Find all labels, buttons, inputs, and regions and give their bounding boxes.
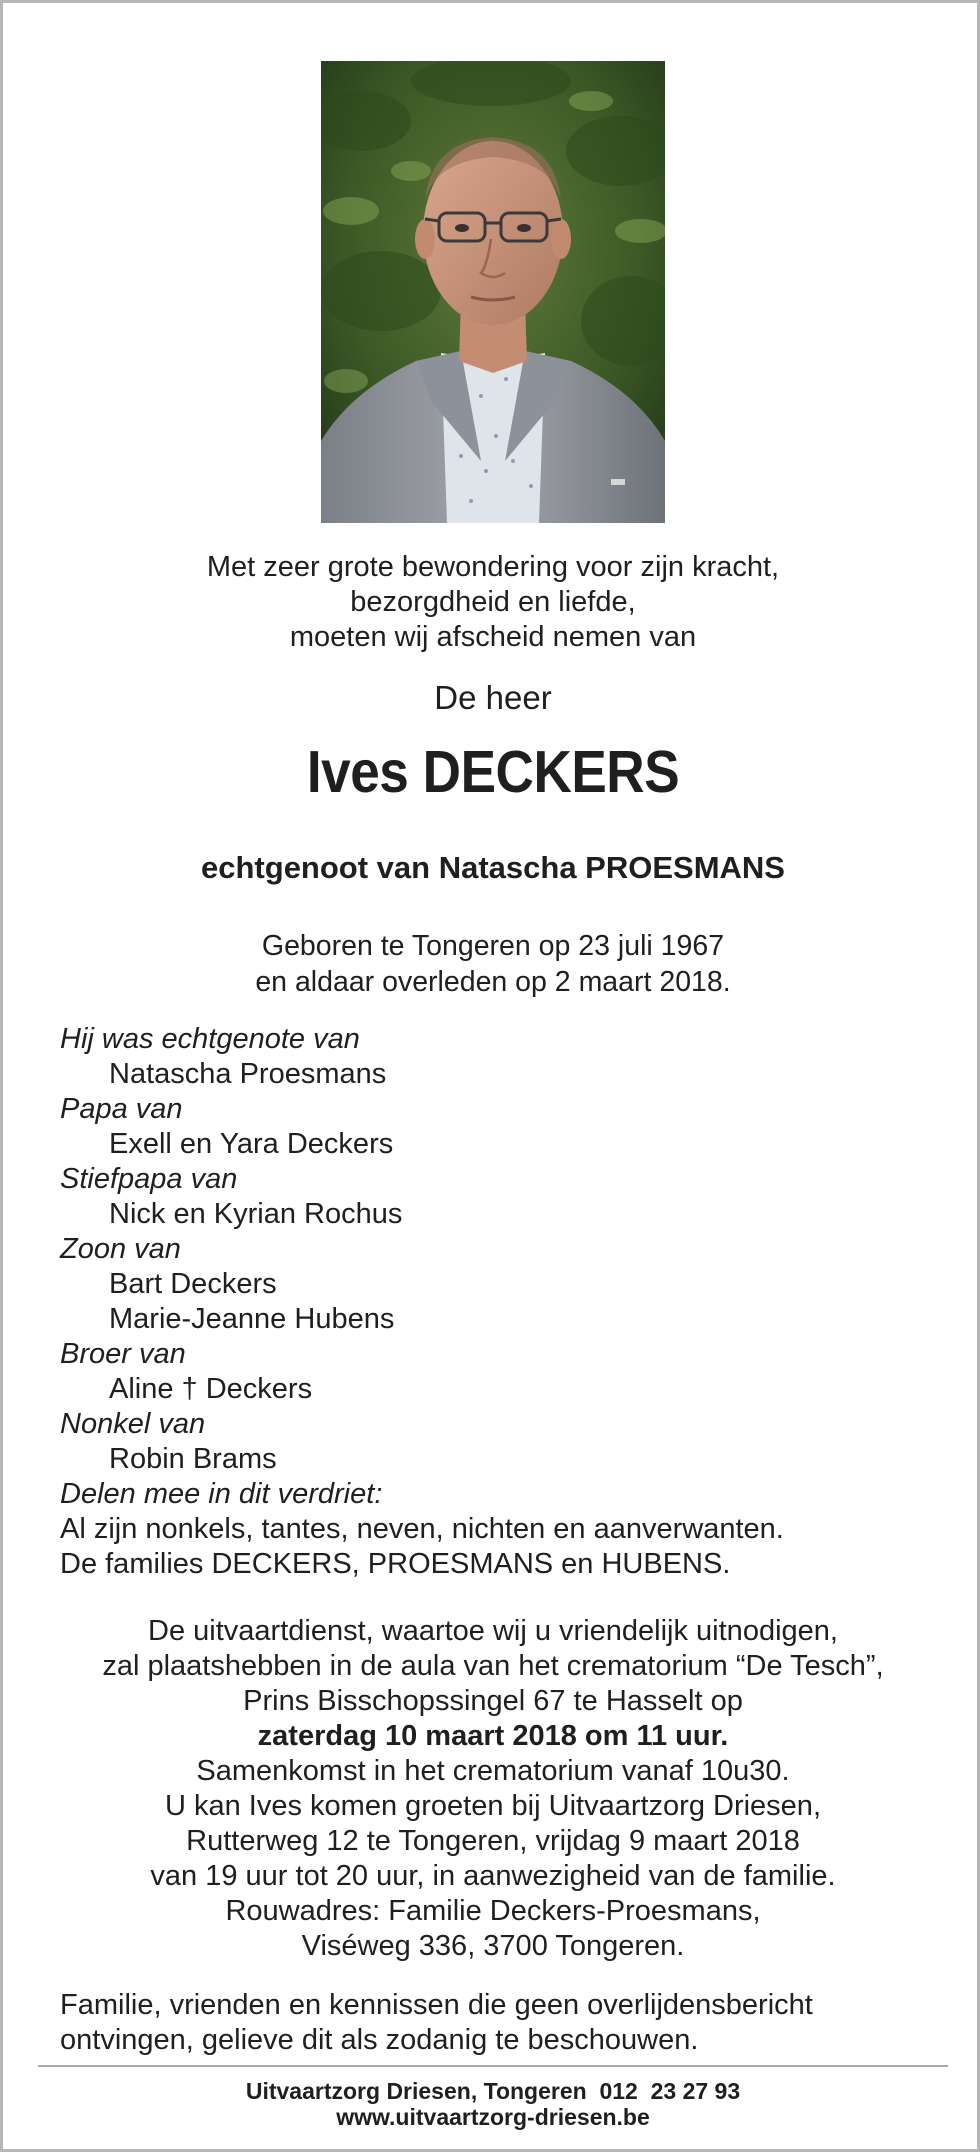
death-line: en aldaar overleden op 2 maart 2018.	[255, 966, 731, 998]
ceremony-info	[3, 1614, 980, 1964]
relation-heading: Papa van	[60, 1093, 183, 1125]
relation-heading: Nonkel van	[60, 1408, 206, 1440]
ceremony-date: zaterdag 10 maart 2018 om 11 uur.	[257, 1720, 729, 1752]
relation-member: Natascha Proesmans	[109, 1058, 387, 1090]
closing-line: ontvingen, gelieve dit als zodanig te beschouwen.	[60, 2024, 699, 2056]
ceremony-line: Rouwadres: Familie Deckers-Proesmans,	[225, 1895, 761, 1927]
ceremony-line: Viséweg 336, 3700 Tongeren.	[301, 1930, 685, 1962]
intro-line: Met zeer grote bewondering voor zijn kracht,	[206, 551, 780, 583]
ceremony-line: Samenkomst in het crematorium vanaf 10u30.	[196, 1755, 790, 1787]
intro-line: moeten wij afscheid nemen van	[289, 621, 697, 653]
relation-member: Bart Deckers	[109, 1268, 277, 1300]
funeral-home-website[interactable]: www.uitvaartzorg-driesen.be	[336, 2104, 650, 2130]
footer-divider	[38, 2065, 948, 2067]
family-relations	[60, 1022, 940, 1582]
relation-member: Robin Brams	[109, 1443, 277, 1475]
portrait-photo	[321, 61, 665, 523]
relation-plain-line: Al zijn nonkels, tantes, neven, nichten en aanverwanten.	[60, 1513, 784, 1545]
relation-member: Aline † Deckers	[109, 1373, 313, 1405]
ceremony-line: van 19 uur tot 20 uur, in aanwezigheid van de familie.	[150, 1860, 836, 1892]
closing-line: Familie, vrienden en kennissen die geen overlijdensbericht	[60, 1989, 813, 2021]
intro-text	[3, 550, 980, 655]
funeral-home-line: Uitvaartzorg Driesen, Tongeren 012 23 27 93	[245, 2078, 741, 2104]
ceremony-line: U kan Ives komen groeten bij Uitvaartzorg Driesen,	[164, 1790, 821, 1822]
relation-heading: Broer van	[60, 1338, 186, 1370]
footer	[3, 2078, 980, 2130]
ceremony-line: De uitvaartdienst, waartoe wij u vriendelijk uitnodigen,	[148, 1615, 838, 1647]
ceremony-line: Rutterweg 12 te Tongeren, vrijdag 9 maart 2018	[186, 1825, 800, 1857]
relation-heading: Hij was echtgenote van	[60, 1023, 360, 1055]
relation-heading: Delen mee in dit verdriet:	[60, 1478, 383, 1510]
closing-note	[60, 1988, 940, 2058]
deceased-name: Ives DECKERS	[306, 739, 680, 805]
ceremony-line: Prins Bisschopssingel 67 te Hasselt op	[243, 1685, 743, 1717]
relation-member: Marie-Jeanne Hubens	[109, 1303, 395, 1335]
relation-heading: Zoon van	[60, 1233, 181, 1265]
birth-death-info	[3, 928, 980, 1000]
ceremony-line: zal plaatshebben in de aula van het crematorium “De Tesch”,	[102, 1650, 884, 1682]
relation-member: Exell en Yara Deckers	[109, 1128, 394, 1160]
birth-line: Geboren te Tongeren op 23 juli 1967	[261, 930, 725, 962]
relation-heading: Stiefpapa van	[60, 1163, 238, 1195]
spouse-line: echtgenoot van Natascha PROESMANS	[201, 850, 785, 885]
intro-line: bezorgdheid en liefde,	[350, 586, 636, 618]
relation-member: Nick en Kyrian Rochus	[109, 1198, 403, 1230]
relation-plain-line: De families DECKERS, PROESMANS en HUBENS.	[60, 1548, 731, 1580]
title-prefix: De heer	[434, 679, 552, 716]
